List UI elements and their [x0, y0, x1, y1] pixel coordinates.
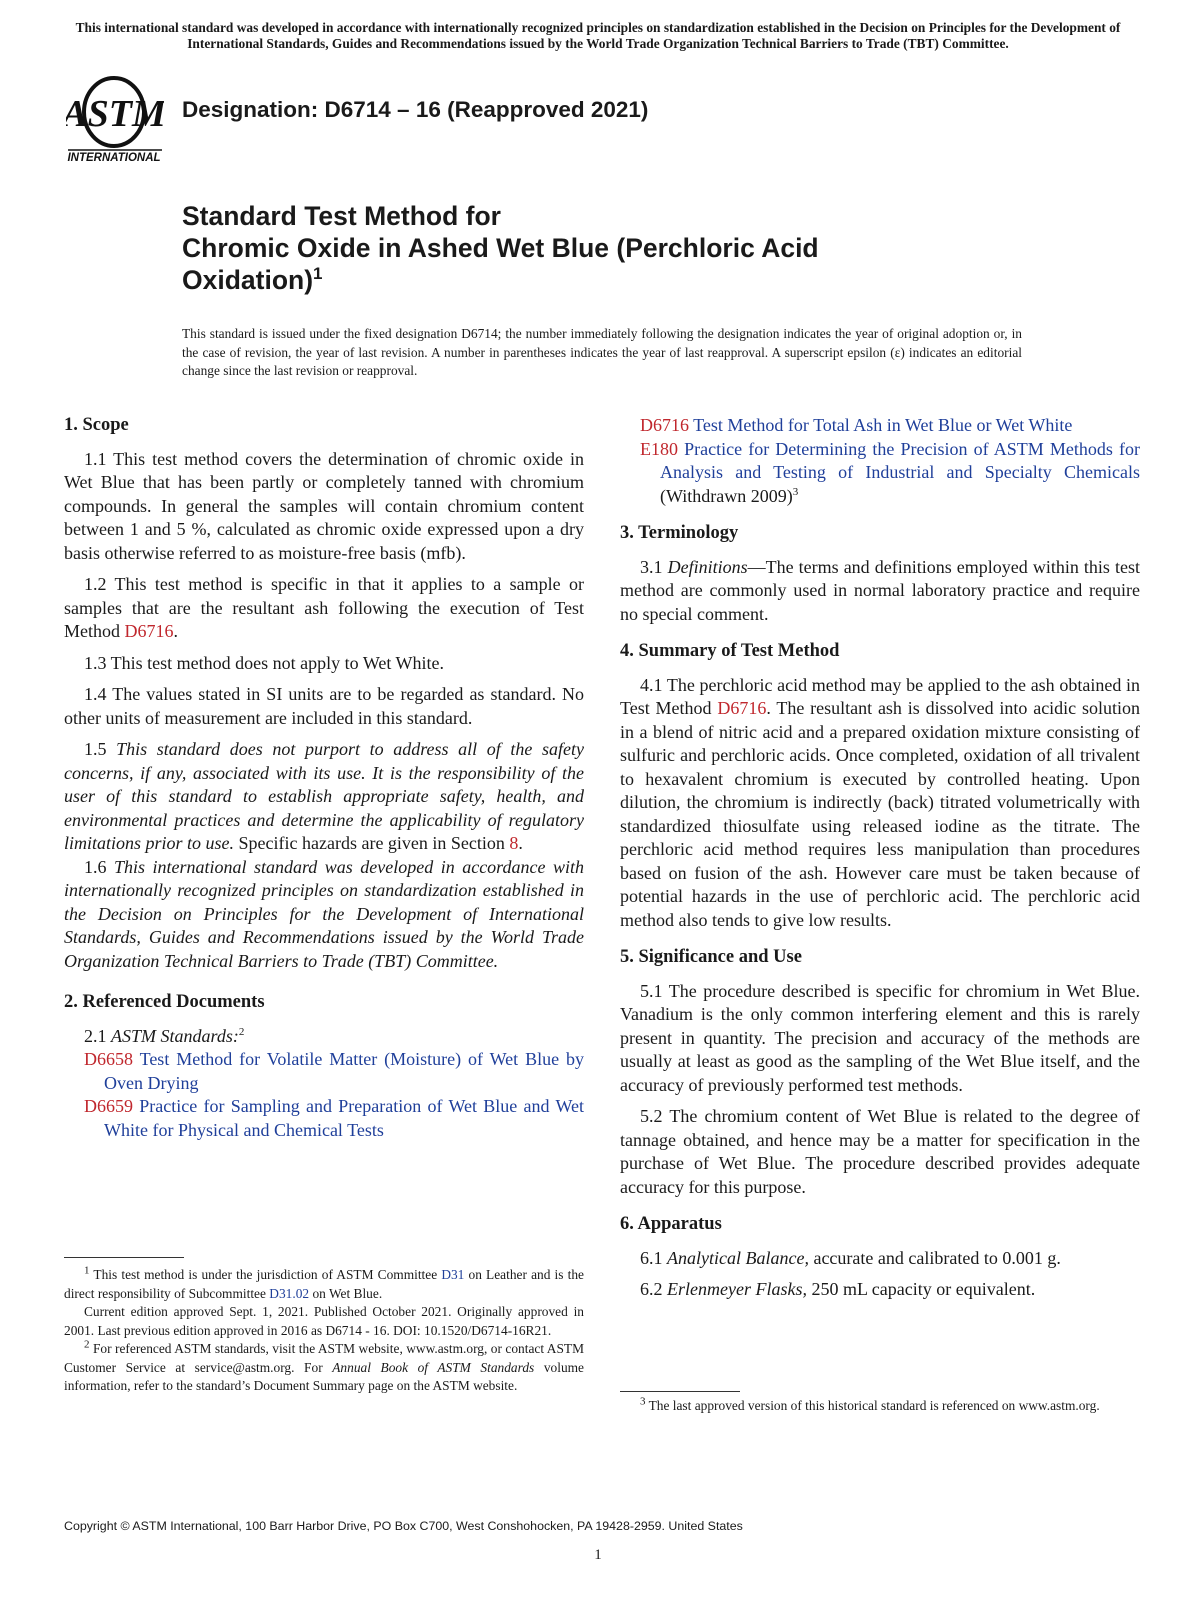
para-6-2-text: 250 mL capacity or equivalent.: [806, 1279, 1036, 1299]
ref-e180-withdrawn: (Withdrawn 2009): [660, 485, 793, 506]
para-6-2: [620, 1278, 1140, 1302]
footnote-2: [64, 1340, 584, 1396]
para-4-1-text-b: . The resultant ash is dissolved into acidic solution in a blend of nitric acid and a prepared oxidation mixture consisting of sulfuric and perchloric acids. Once completed, oxidation of all trivalent to hexavalent chromium is executed by controlled heating. Upon dilution, the chromium is indirectly (back) titrated volumetrically with standardized thiosulfate using released iodine as the titrate. The perchloric acid method requires less manipulation than procedures based on fusion of the ash. However care must be taken because of potential hazards in the use of perchloric acid. The perchloric acid method also tends to give low results.: [620, 698, 1140, 930]
ref-link-d6716[interactable]: D6716: [124, 621, 174, 641]
ref-item-d6659: [64, 1095, 584, 1142]
footnote-1: [64, 1266, 584, 1303]
para-4-1-text-a: 4.1 The perchloric acid method may be applied to the ash obtained in Test Method: [620, 674, 1140, 718]
para-1-3: 1.3 This test method does not apply to Wet White.: [84, 652, 445, 673]
footnote-rule-left: [64, 1257, 184, 1258]
title-line-2: Chromic Oxide in Ashed Wet Blue (Perchloric Acid: [182, 233, 819, 263]
ref-item-d6658: [64, 1048, 584, 1095]
para-3-1: [620, 556, 1140, 627]
right-column: [620, 414, 1140, 1310]
issue-note: This standard is issued under the fixed designation D6714; the number immediately following the designation indicates the year of original adoption or, in the case of revision, the year of last revision. A number in parentheses indicates the year of last reapproval. A superscript epsilon (ε) indicates an editorial change since the last revision or reapproval.: [182, 326, 1022, 378]
para-1-6-num: 1.6: [84, 856, 114, 877]
footnote-3-mark: 3: [640, 1395, 646, 1408]
section-1-heading: 1. Scope: [64, 415, 129, 435]
ref-item-e180: [620, 438, 1140, 509]
para-1-2-end: .: [173, 621, 178, 641]
title-line-3-text: Oxidation): [182, 265, 314, 295]
footnote-2-text-a: For referenced ASTM standards, visit the ASTM website, www.astm.org, or contact ASTM Customer Service at service@astm.org. For: [64, 1341, 584, 1375]
footnote-1-text-b: on Leather and is the direct responsibility of Subcommittee: [64, 1267, 584, 1301]
para-2-1-sup: 2: [238, 1025, 245, 1038]
section-3-heading: 3. Terminology: [620, 523, 739, 543]
title-line-1: Standard Test Method for: [182, 201, 501, 231]
astm-logo-icon: [66, 74, 164, 166]
ref-title-d6658[interactable]: Test Method for Volatile Matter (Moisture) of Wet Blue by Oven Drying: [104, 1049, 584, 1093]
designation: Designation: D6714 – 16 (Reapproved 2021): [182, 97, 649, 122]
ref-link-section-8[interactable]: 8: [509, 833, 519, 853]
para-1-6-italic: This international standard was developed in accordance with internationally recognized principles on standardization established in the Decision on Principles for the Development of International Standards, Guides and Recommendations issued by the World Trade Organization Technical Barriers to Trade (TBT) Committee.: [64, 856, 584, 971]
para-3-1-text: —The terms and definitions employed within this test method are commonly used in normal laboratory practice and require no special comment.: [620, 556, 1140, 624]
title-line-3: [182, 264, 819, 296]
para-1-2: [64, 573, 584, 644]
para-1-1: 1.1 This test method covers the determination of chromic oxide in Wet Blue that has been partly or completely tanned with chromium compounds. In general the samples will contain chromium content between 1 and 5 %, calculated as chromic oxide expressed upon a dry basis otherwise referred to as moisture-free basis (mfb).: [64, 448, 584, 563]
ref-title-e180[interactable]: Practice for Determining the Precision of ASTM Methods for Analysis and Testing of Industrial and Specialty Chemicals: [660, 438, 1140, 482]
para-6-1-italic: Analytical Balance,: [667, 1247, 809, 1268]
footnote-3-text: The last approved version of this historical standard is referenced on www.astm.org.: [645, 1398, 1100, 1413]
ref-code-d6658[interactable]: D6658: [84, 1049, 133, 1069]
para-2-1: [64, 1025, 584, 1049]
title-footnote-mark: 1: [313, 264, 323, 284]
para-6-1-num: 6.1: [640, 1247, 667, 1268]
astm-logo: [66, 74, 164, 166]
para-6-1-text: accurate and calibrated to 0.001 g.: [808, 1247, 1061, 1268]
para-4-1: [620, 674, 1140, 933]
para-6-2-italic: Erlenmeyer Flasks,: [667, 1279, 807, 1299]
section-5-heading: 5. Significance and Use: [620, 947, 802, 967]
footnote-1-text-c: on Wet Blue.: [309, 1285, 383, 1301]
para-5-1: 5.1 The procedure described is specific for chromium in Wet Blue. Vanadium is the only common interfering element and this is rarely present in quantity. The precision and accuracy of the methods are usually at least as good as the sampling of the Wet Blue itself, and the accuracy of previously performed test methods.: [620, 980, 1140, 1095]
ref-code-d6716[interactable]: D6716: [640, 415, 689, 435]
para-1-5-text: Specific hazards are given in Section: [234, 833, 510, 853]
page-number: 1: [594, 1547, 602, 1563]
logo-mark: ASTM: [66, 93, 164, 135]
footnote-3: [620, 1397, 1140, 1416]
left-column: [64, 414, 584, 1142]
section-6-heading: 6. Apparatus: [620, 1214, 722, 1234]
document-title: [182, 200, 819, 296]
footnote-1-text-a: This test method is under the jurisdiction of ASTM Committee: [89, 1267, 442, 1282]
link-d31[interactable]: D31: [441, 1267, 465, 1282]
copyright-line: Copyright © ASTM International, 100 Barr Harbor Drive, PO Box C700, West Conshohocken, PA 19428-2959. United States: [64, 1519, 743, 1533]
para-2-1-italic: ASTM Standards:: [111, 1025, 239, 1046]
footnotes-left: [64, 1266, 584, 1396]
ref-title-d6659[interactable]: Practice for Sampling and Preparation of Wet Blue and Wet White for Physical and Chemical Tests: [104, 1096, 584, 1140]
link-d31-02[interactable]: D31.02: [269, 1285, 310, 1301]
footnotes-right: [620, 1397, 1140, 1416]
footnote-1-edition: Current edition approved Sept. 1, 2021. Published October 2021. Originally approved in 2001. Last previous edition approved in 2016 as D6714 - 16. DOI: 10.1520/D6714-16R21.: [64, 1304, 584, 1338]
para-1-6: [64, 856, 584, 974]
ref-code-e180[interactable]: E180: [640, 438, 678, 459]
para-3-1-italic: Definitions: [667, 556, 748, 577]
para-6-1: [620, 1247, 1140, 1271]
logo-subtitle: INTERNATIONAL: [67, 152, 161, 164]
para-1-5: [64, 738, 584, 856]
para-1-4: 1.4 The values stated in SI units are to be regarded as standard. No other units of measurement are included in this standard.: [64, 684, 584, 728]
section-4-heading: 4. Summary of Test Method: [620, 641, 840, 661]
footnote-1-mark: 1: [84, 1264, 90, 1277]
para-5-2: 5.2 The chromium content of Wet Blue is related to the degree of tannage obtained, and hence may be a matter for specification in the purchase of Wet Blue. The procedure described provides adequate accuracy for this purpose.: [620, 1106, 1140, 1197]
footnote-2-text-b: volume information, refer to the standard’s Document Summary page on the ASTM website.: [64, 1359, 584, 1393]
footnote-2-italic: Annual Book of ASTM Standards: [332, 1359, 535, 1375]
ref-code-d6659[interactable]: D6659: [84, 1096, 133, 1116]
footnote-rule-right: [620, 1391, 740, 1392]
para-1-5-end: .: [518, 833, 523, 853]
footnote-2-mark: 2: [84, 1338, 90, 1351]
para-2-1-num: 2.1: [84, 1025, 111, 1046]
ref-link-d6716-summary[interactable]: D6716: [717, 698, 767, 718]
para-6-2-num: 6.2: [640, 1279, 667, 1299]
para-3-1-num: 3.1: [640, 556, 668, 577]
section-2-heading: 2. Referenced Documents: [64, 992, 265, 1012]
para-1-5-italic: This standard does not purport to address all of the safety concerns, if any, associated with its use. It is the responsibility of the user of this standard to establish appropriate safety, health, and environmental practices and determine the applicability of regulatory limitations prior to use.: [64, 739, 584, 853]
ref-e180-sup: 3: [792, 485, 799, 498]
para-1-5-num: 1.5: [84, 739, 117, 759]
para-1-2-text: 1.2 This test method is specific in that it applies to a sample or samples that are the resultant ash following the execution of Test Method: [64, 574, 584, 641]
ref-title-d6716[interactable]: Test Method for Total Ash in Wet Blue or Wet White: [689, 415, 1073, 435]
wto-notice: This international standard was developed in accordance with internationally recognized principles on standardization established in the Decision on Principles for the Development of International Standards, Guides and Recommendations issued by the World Trade Organization Technical Barriers to Trade (TBT) Committee.: [75, 20, 1121, 51]
ref-item-d6716: [620, 414, 1140, 438]
